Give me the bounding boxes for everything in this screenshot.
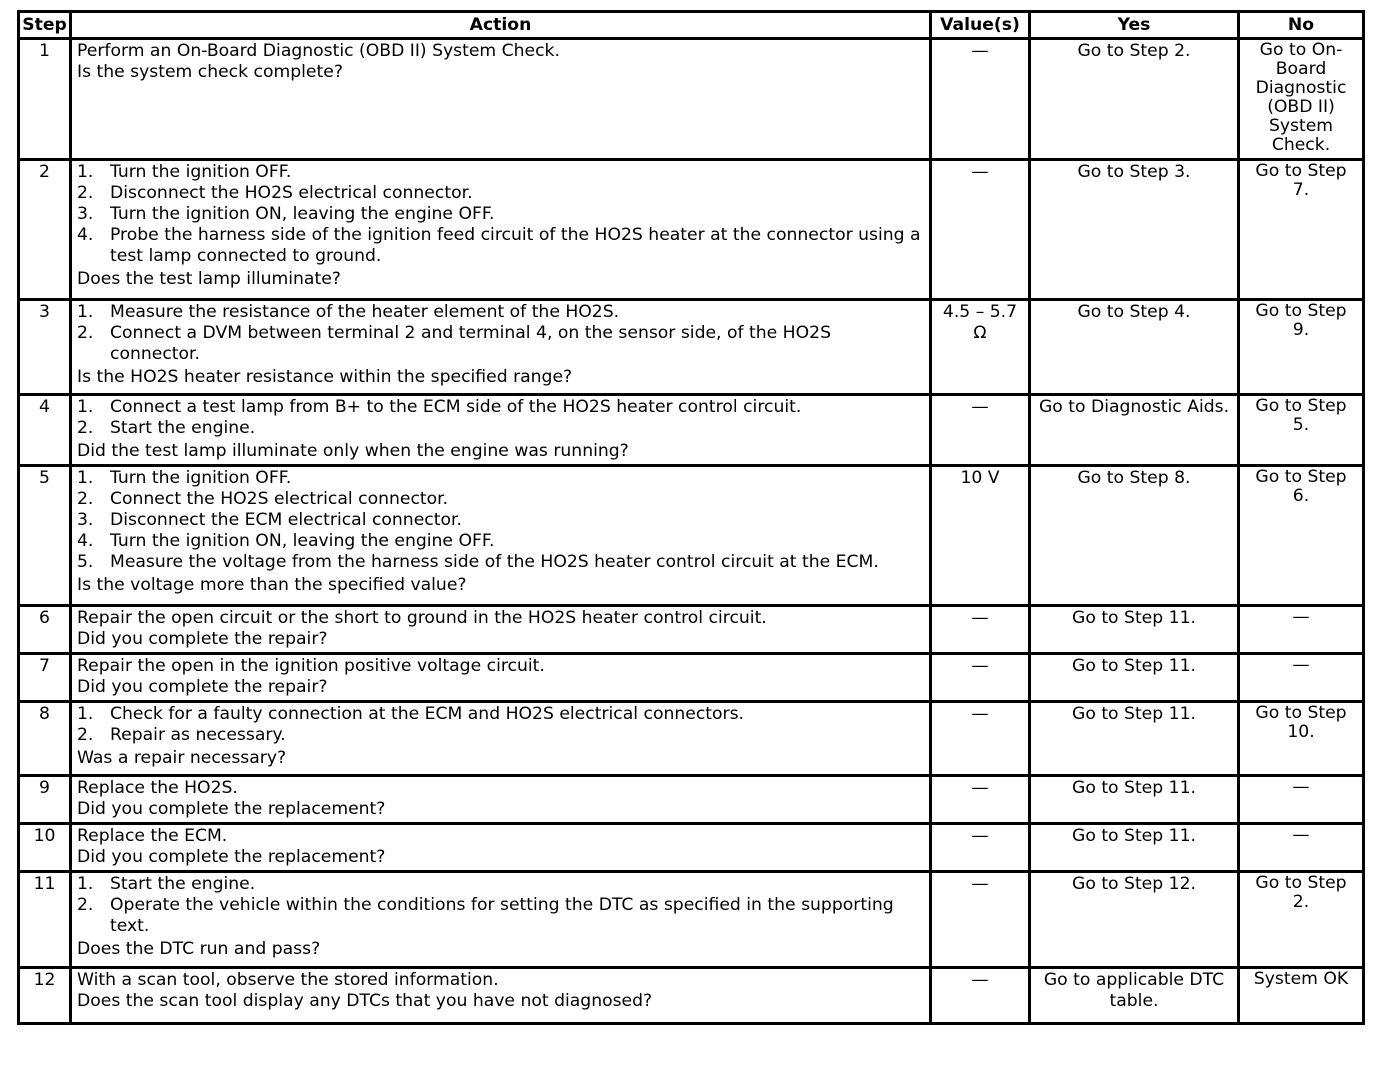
list-item-number: 3. [77,204,94,224]
action-question: Is the system check complete? [77,62,343,82]
list-item-text: Repair as necessary. [110,725,286,745]
list-item [77,874,924,895]
action-question: Did you complete the repair? [77,677,328,697]
yes-cell: Go to Step 11. [1030,654,1239,702]
value-cell: — [931,39,1030,160]
no-cell: — [1239,654,1364,702]
action-cell [71,300,931,395]
no-cell: System OK [1239,968,1364,1024]
list-item [77,468,924,489]
list-item [77,397,924,418]
action-steps-list [77,704,924,746]
action-text: Replace the ECM. [77,826,228,846]
header-action: Action [71,12,931,39]
value-cell: — [931,824,1030,872]
no-cell: Go to Step 7. [1239,160,1364,300]
list-item-text: Turn the ignition ON, leaving the engine OFF. [110,204,495,224]
value-cell: — [931,872,1030,968]
list-item-number: 1. [77,704,94,724]
table-row [19,39,1364,160]
yes-cell: Go to Step 4. [1030,300,1239,395]
table-row [19,968,1364,1024]
list-item [77,531,924,552]
step-cell: 9 [19,776,71,824]
action-text: Perform an On-Board Diagnostic (OBD II) System Check. [77,41,560,61]
no-cell: Go to Step 10. [1239,702,1364,776]
list-item-text: Disconnect the ECM electrical connector. [110,510,462,530]
action-steps-list [77,162,924,267]
list-item-number: 1. [77,468,94,488]
no-cell: Go to Step 2. [1239,872,1364,968]
table-row [19,395,1364,466]
list-item [77,552,924,573]
list-item [77,510,924,531]
list-item-number: 1. [77,162,94,182]
step-cell: 5 [19,466,71,606]
value-cell: — [931,654,1030,702]
list-item [77,725,924,746]
step-cell: 2 [19,160,71,300]
table-body [19,39,1364,1024]
list-item-text: Connect a DVM between terminal 2 and terminal 4, on the sensor side, of the HO2S connector. [110,323,831,364]
action-steps-list [77,397,924,439]
table-row [19,872,1364,968]
list-item-text: Start the engine. [110,874,256,894]
action-question: Did the test lamp illuminate only when the engine was running? [77,441,629,461]
yes-cell: Go to Step 2. [1030,39,1239,160]
no-cell: — [1239,776,1364,824]
list-item [77,418,924,439]
action-question: Does the scan tool display any DTCs that you have not diagnosed? [77,991,653,1011]
value-cell: — [931,395,1030,466]
yes-cell: Go to Step 11. [1030,702,1239,776]
yes-cell: Go to Step 11. [1030,824,1239,872]
list-item [77,323,924,365]
header-yes: Yes [1030,12,1239,39]
list-item-number: 1. [77,874,94,894]
no-cell: Go to Step 6. [1239,466,1364,606]
header-row [19,12,1364,39]
list-item-text: Connect the HO2S electrical connector. [110,489,449,509]
action-text: Repair the open in the ignition positive voltage circuit. [77,656,545,676]
list-item-number: 2. [77,895,94,915]
no-cell: — [1239,606,1364,654]
step-cell: 3 [19,300,71,395]
list-item [77,489,924,510]
list-item [77,302,924,323]
list-item-text: Turn the ignition OFF. [110,468,292,488]
table-row [19,702,1364,776]
list-item [77,183,924,204]
action-question: Was a repair necessary? [77,748,287,768]
list-item-number: 2. [77,183,94,203]
action-cell [71,160,931,300]
step-cell: 4 [19,395,71,466]
list-item [77,704,924,725]
value-cell: — [931,968,1030,1024]
yes-cell: Go to Step 11. [1030,606,1239,654]
step-cell: 8 [19,702,71,776]
step-cell: 7 [19,654,71,702]
list-item [77,204,924,225]
action-question: Is the HO2S heater resistance within the specified range? [77,367,573,387]
list-item [77,162,924,183]
action-cell [71,968,931,1024]
action-question: Does the DTC run and pass? [77,939,321,959]
action-steps-list [77,468,924,573]
list-item-number: 4. [77,225,94,245]
action-cell [71,395,931,466]
action-cell [71,466,931,606]
action-text: With a scan tool, observe the stored information. [77,970,499,990]
list-item-text: Connect a test lamp from B+ to the ECM side of the HO2S heater control circuit. [110,397,802,417]
no-cell: Go to Step 5. [1239,395,1364,466]
yes-cell: Go to applicable DTC table. [1030,968,1239,1024]
table-row [19,160,1364,300]
no-cell: Go to Step 9. [1239,300,1364,395]
action-cell [71,654,931,702]
action-text: Repair the open circuit or the short to ground in the HO2S heater control circuit. [77,608,767,628]
action-question: Did you complete the replacement? [77,847,386,867]
value-cell: 4.5 – 5.7 Ω [931,300,1030,395]
header-no: No [1239,12,1364,39]
action-question: Is the voltage more than the specified value? [77,575,467,595]
list-item-text: Measure the resistance of the heater element of the HO2S. [110,302,620,322]
no-cell: — [1239,824,1364,872]
value-cell: 10 V [931,466,1030,606]
step-cell: 6 [19,606,71,654]
yes-cell: Go to Step 8. [1030,466,1239,606]
action-cell [71,606,931,654]
list-item-number: 2. [77,725,94,745]
value-cell: — [931,606,1030,654]
action-question: Did you complete the replacement? [77,799,386,819]
list-item [77,225,924,267]
table-row [19,654,1364,702]
action-steps-list [77,874,924,937]
action-cell [71,702,931,776]
list-item-number: 2. [77,489,94,509]
table-row [19,824,1364,872]
action-cell [71,39,931,160]
list-item-number: 3. [77,510,94,530]
no-cell: Go to On-Board Diagnostic (OBD II) System Check. [1239,39,1364,160]
step-cell: 1 [19,39,71,160]
header-step: Step [19,12,71,39]
table-row [19,606,1364,654]
table-row [19,466,1364,606]
value-cell: — [931,702,1030,776]
list-item-text: Measure the voltage from the harness side of the HO2S heater control circuit at the ECM. [110,552,879,572]
table-row [19,776,1364,824]
list-item-text: Turn the ignition OFF. [110,162,292,182]
action-cell [71,872,931,968]
step-cell: 11 [19,872,71,968]
header-values: Value(s) [931,12,1030,39]
list-item-number: 1. [77,302,94,322]
diagnostic-table [17,10,1365,1025]
action-steps-list [77,302,924,365]
yes-cell: Go to Diagnostic Aids. [1030,395,1239,466]
list-item-number: 4. [77,531,94,551]
action-cell [71,824,931,872]
list-item-text: Start the engine. [110,418,256,438]
table-row [19,300,1364,395]
action-cell [71,776,931,824]
list-item-number: 2. [77,418,94,438]
yes-cell: Go to Step 3. [1030,160,1239,300]
list-item-text: Turn the ignition ON, leaving the engine OFF. [110,531,495,551]
step-cell: 12 [19,968,71,1024]
list-item-number: 5. [77,552,94,572]
value-cell: — [931,776,1030,824]
action-question: Did you complete the repair? [77,629,328,649]
list-item-number: 2. [77,323,94,343]
list-item-number: 1. [77,397,94,417]
list-item [77,895,924,937]
step-cell: 10 [19,824,71,872]
action-question: Does the test lamp illuminate? [77,269,341,289]
yes-cell: Go to Step 11. [1030,776,1239,824]
list-item-text: Check for a faulty connection at the ECM and HO2S electrical connectors. [110,704,745,724]
value-cell: — [931,160,1030,300]
yes-cell: Go to Step 12. [1030,872,1239,968]
list-item-text: Operate the vehicle within the conditions for setting the DTC as specified in the supporting text. [110,895,894,936]
list-item-text: Disconnect the HO2S electrical connector. [110,183,473,203]
list-item-text: Probe the harness side of the ignition feed circuit of the HO2S heater at the connector using a test lamp connected to ground. [110,225,921,266]
action-text: Replace the HO2S. [77,778,238,798]
